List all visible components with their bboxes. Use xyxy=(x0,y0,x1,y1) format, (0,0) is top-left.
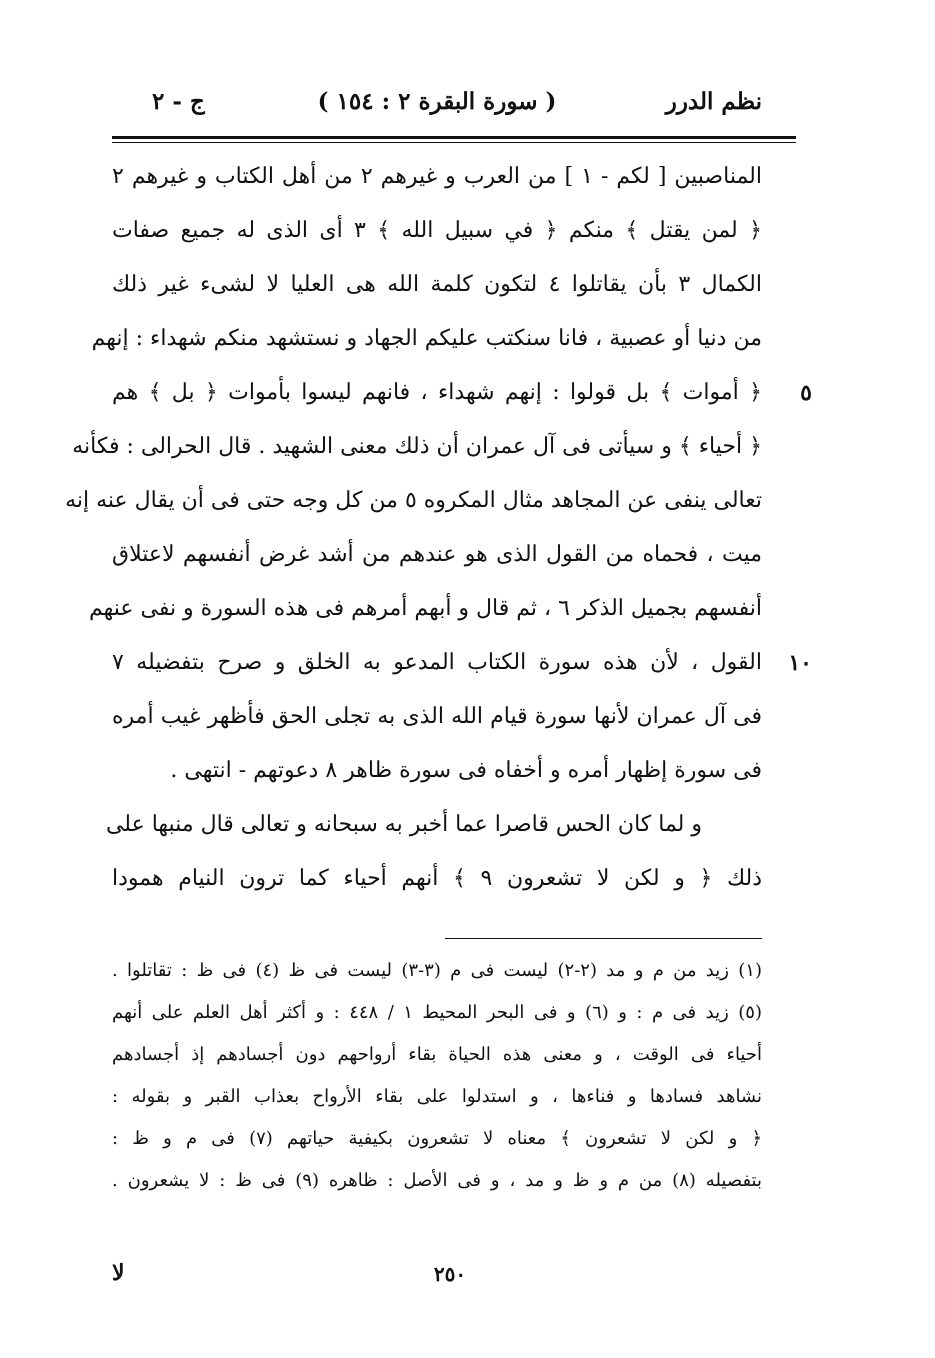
text-line-1: المناصبين [ لكم - ١ ] من العرب و غيرهم ٢ من أهل الكتاب و غيرهم ٢ xyxy=(112,164,762,189)
footnote-line-5: ﴿ و لكن لا تشعرون ﴾ معناه لا تشعرون بكيفية حياتهم (٧) فى م و ظ : xyxy=(112,1128,762,1149)
book-title: نظم الدرر xyxy=(665,88,762,115)
surah-reference: ( سورة البقرة ٢ : ١٥٤ ) xyxy=(317,88,557,115)
text-line-8: ميت ، فحماه من القول الذى هو عندهم من أشد غرض أنفسهم لاعتلاق xyxy=(112,542,762,567)
footnote-rule xyxy=(445,938,762,939)
text-line-5-wrapper xyxy=(112,366,812,420)
text-line-7: تعالى ينفى عن المجاهد مثال المكروه ٥ من كل وجه حتى فى أن يقال عنه إنه xyxy=(65,488,762,513)
text-line-14: ذلك ﴿ و لكن لا تشعرون ٩ ﴾ أنهم أحياء كما ترون النيام همودا xyxy=(112,866,762,891)
footnotes xyxy=(112,950,762,1202)
text-line-10-wrapper xyxy=(112,636,812,690)
text-line-5: ﴿ أموات ﴾ بل قولوا : إنهم شهداء ، فانهم ليسوا بأموات ﴿ بل ﴾ هم xyxy=(112,380,762,405)
text-line-3: الكمال ٣ بأن يقاتلوا ٤ لتكون كلمة الله هى العليا لا لشىء غير ذلك xyxy=(112,272,762,297)
volume-label: ج - ٢ xyxy=(152,88,205,115)
line-number-10: ١٠ xyxy=(788,650,812,676)
header-rule-thin xyxy=(112,142,796,143)
footnote-line-6: بتفصيله (٨) من م و ظ و مد ، و فى الأصل : ظاهره (٩) فى ظ : لا يشعرون . xyxy=(112,1170,762,1191)
catchword: لا xyxy=(112,1260,125,1286)
footnote-line-1: (١) زيد من م و مد (٢-٢) ليست فى م (٣-٣) ليست فى ظ (٤) فى ظ : تقاتلوا . xyxy=(112,960,762,981)
text-line-13: و لما كان الحس قاصرا عما أخبر به سبحانه و تعالى قال منبها على xyxy=(105,812,702,837)
text-line-11: فى آل عمران لأنها سورة قيام الله الذى به تجلى الحق فأظهر غيب أمره xyxy=(112,704,762,729)
text-line-6: ﴿ أحياء ﴾ و سيأتى فى آل عمران أن ذلك معنى الشهيد . قال الحرالى : فكأنه xyxy=(72,434,762,459)
text-line-2: ﴿ لمن يقتل ﴾ منكم ﴿ في سبيل الله ﴾ ٣ أى الذى له جميع صفات xyxy=(112,218,762,243)
running-header xyxy=(112,84,762,128)
text-line-12: فى سورة إظهار أمره و أخفاه فى سورة ظاهر ٨ دعوتهم - انتهى . xyxy=(170,758,762,783)
text-line-10: القول ، لأن هذه سورة الكتاب المدعو به الخلق و صرح بتفضيله ٧ xyxy=(112,650,762,675)
page-number: ٢٥٠ xyxy=(433,1262,467,1286)
footnote-line-2: (٥) زيد فى م : و (٦) و فى البحر المحيط ١ / ٤٤٨ : و أكثر أهل العلم على أنهم xyxy=(112,1002,762,1023)
line-number-5: ٥ xyxy=(800,380,812,406)
footnote-line-4: نشاهد فسادها و فناءها ، و استدلوا على بقاء الأرواح بعذاب القبر و بقوله : xyxy=(112,1086,762,1107)
main-text xyxy=(65,150,812,906)
footnote-line-3: أحياء فى الوقت ، و معنى هذه الحياة بقاء أرواحهم دون أجسادهم إذ أجسادهم xyxy=(112,1044,762,1065)
text-line-9: أنفسهم بجميل الذكر ٦ ، ثم قال و أبهم أمرهم فى هذه السورة و نفى عنهم xyxy=(88,596,762,621)
text-line-4: من دنيا أو عصبية ، فانا سنكتب عليكم الجهاد و نستشهد منكم شهداء : إنهم xyxy=(91,326,762,351)
header-rule-thick xyxy=(112,136,796,139)
